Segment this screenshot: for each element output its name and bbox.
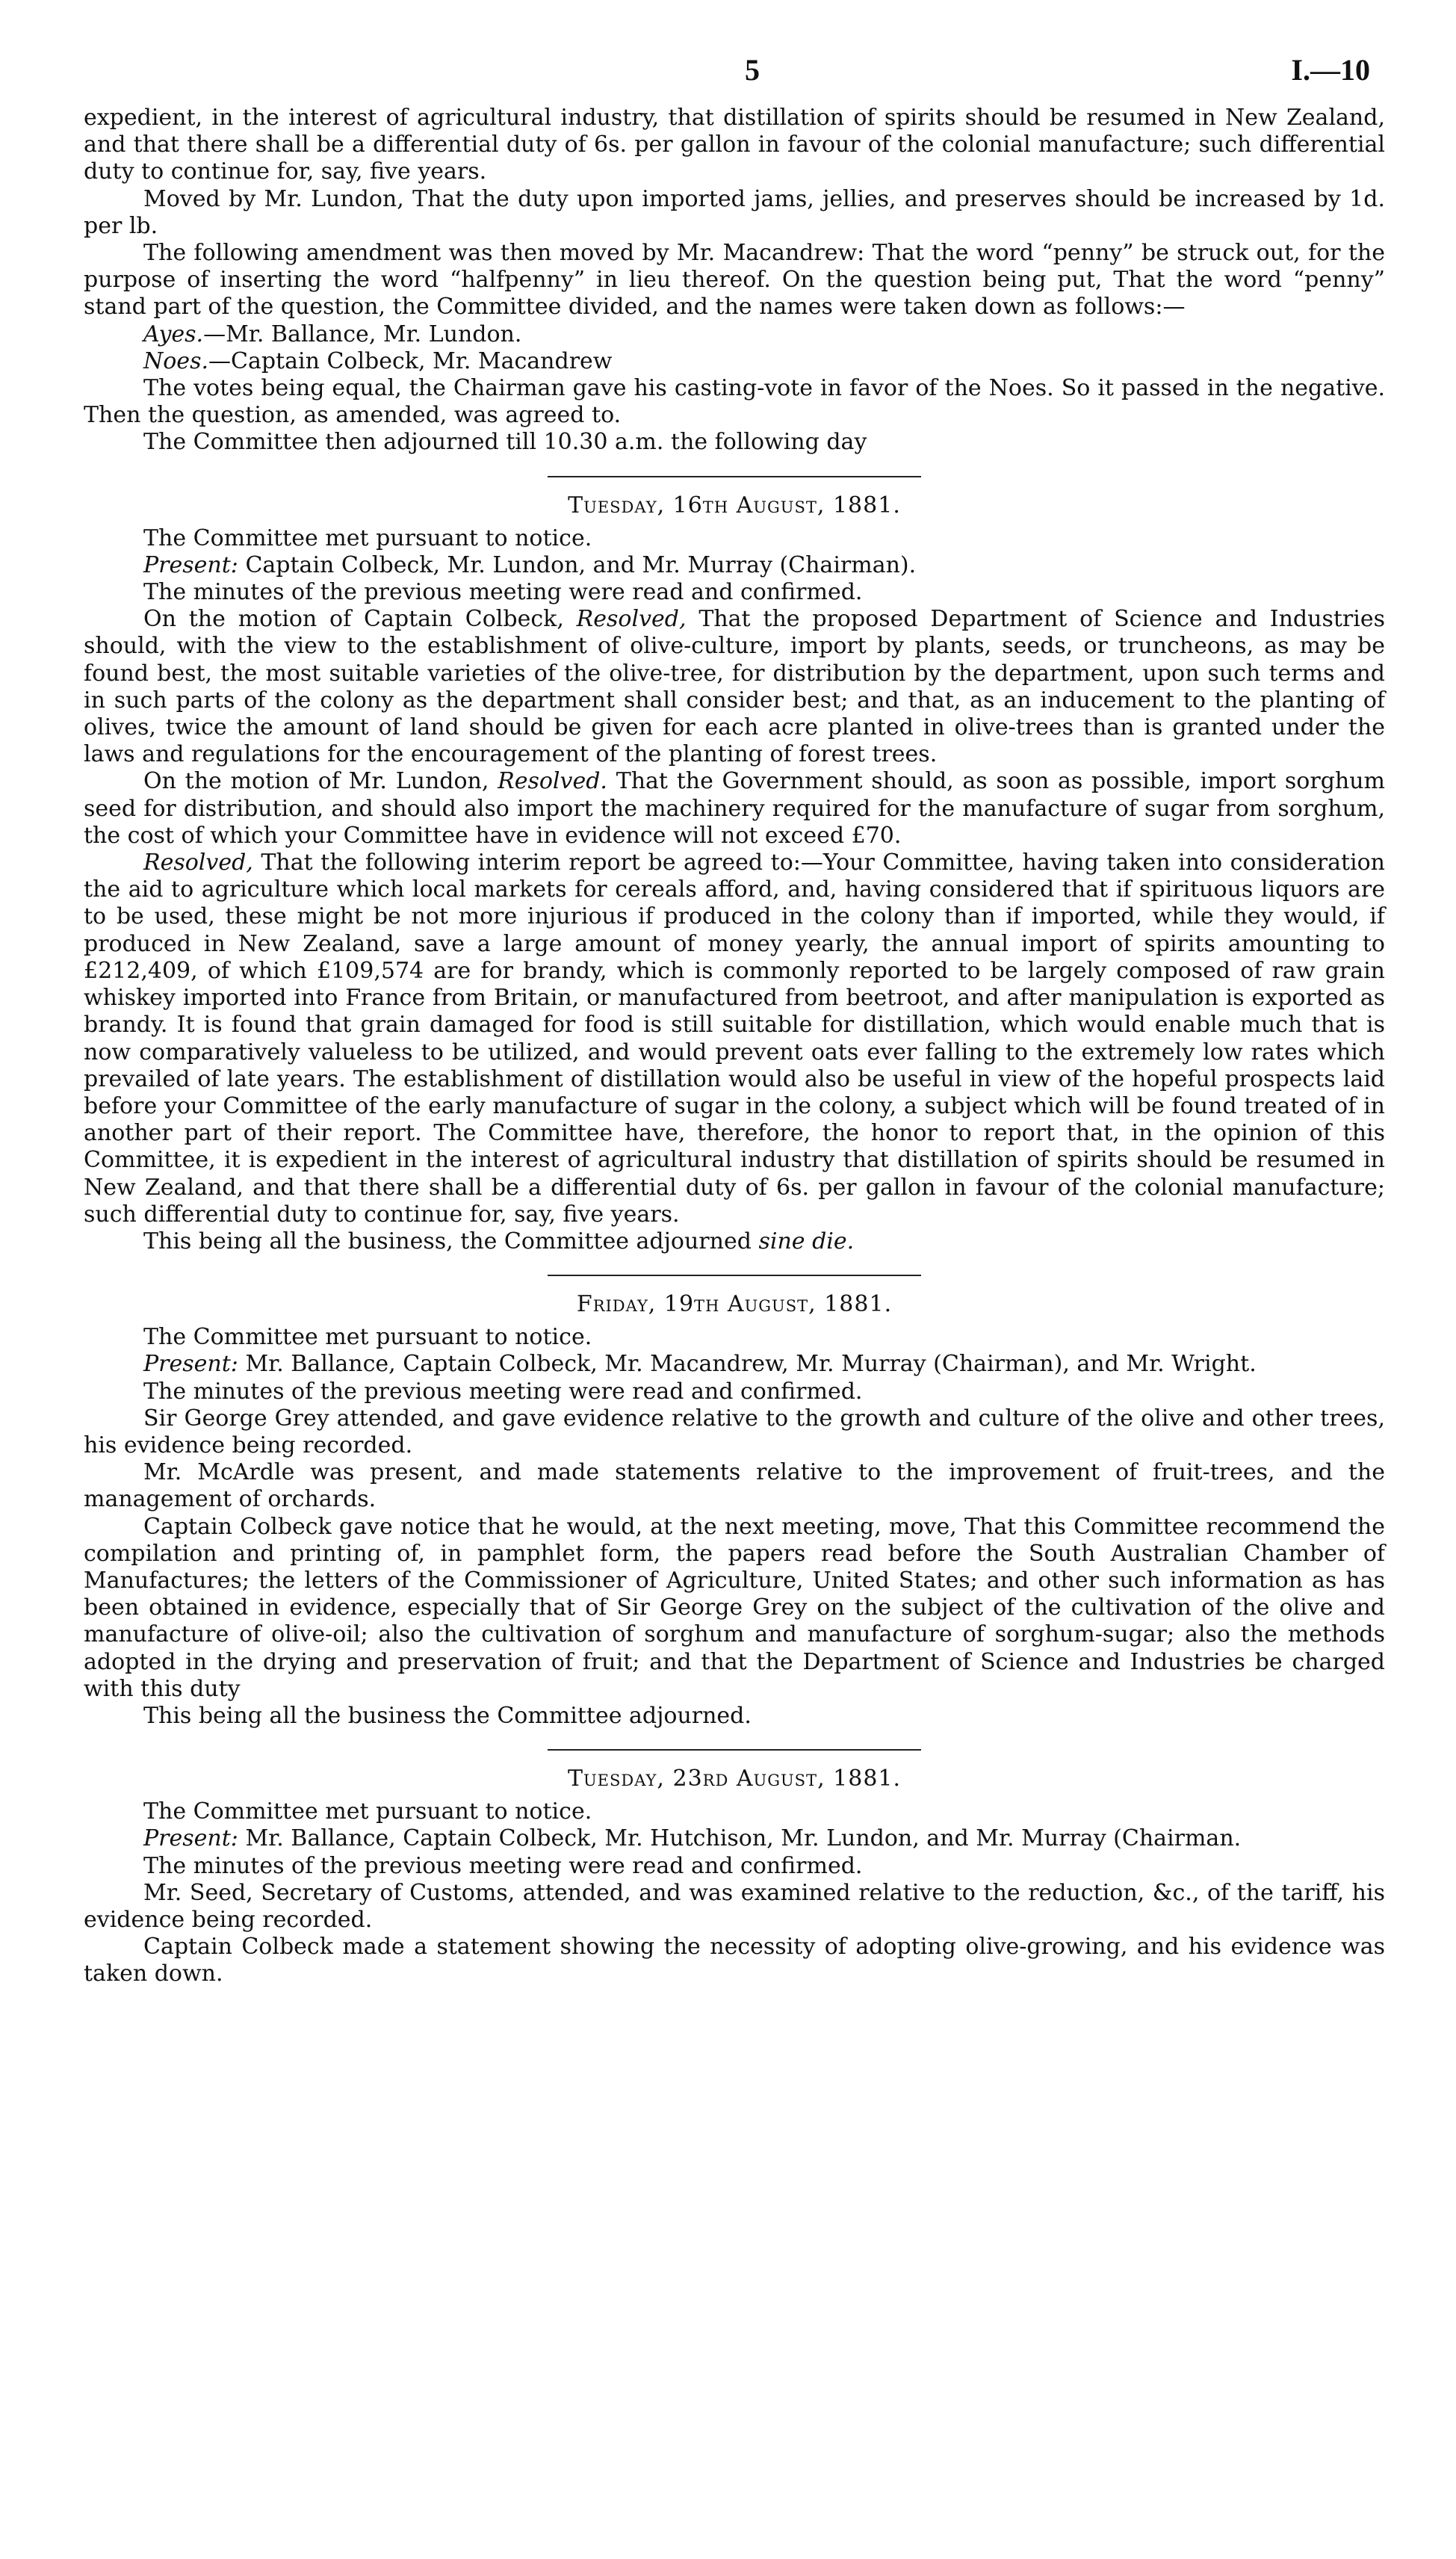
resolved-label: Resolved, xyxy=(576,606,687,633)
present-names: Mr. Ballance, Captain Colbeck, Mr. Macandrew, Mr. Murray (Chairman), and Mr. Wright. xyxy=(238,1351,1257,1378)
section-heading: Friday, 19th August, 1881. xyxy=(576,1291,893,1318)
resolved-label: Resolved. xyxy=(498,768,607,795)
present-label: Present: xyxy=(143,1825,238,1852)
present-names: Captain Colbeck, Mr. Lundon, and Mr. Murray (Chairman). xyxy=(238,551,917,578)
paragraph: Mr. Seed, Secretary of Customs, attended, and was examined relative to the reduction, &c., of the tariff, his evidence being recorded. xyxy=(84,1879,1385,1933)
paragraph: The Committee met pursuant to notice. xyxy=(143,525,592,551)
resolved-label: Resolved, xyxy=(143,850,253,876)
closing-italic: sine die. xyxy=(758,1228,855,1254)
section-divider xyxy=(548,476,921,477)
motion-paragraph xyxy=(84,768,1385,850)
document-reference: I.—10 xyxy=(1291,53,1370,87)
present-line xyxy=(84,552,1385,579)
paragraph: The minutes of the previous meeting were read and confirmed. xyxy=(143,579,863,606)
paragraph: The minutes of the previous meeting were read and confirmed. xyxy=(143,1378,863,1405)
present-line xyxy=(84,1825,1385,1852)
paragraph: expedient, in the interest of agricultural industry, that distillation of spirits should be resumed in New Zealand, and that there shall be a differential duty of 6s. per gallon in favour of the colonial manufacture; such differential duty to continue for, say, five years. xyxy=(84,105,1385,185)
ayes-line xyxy=(84,321,1385,348)
present-label: Present: xyxy=(143,1351,238,1378)
page-number: 5 xyxy=(745,53,760,87)
closing-line xyxy=(84,1228,1385,1255)
paragraph: Captain Colbeck made a statement showing the necessity of adopting olive-growing, and his evidence was taken down. xyxy=(84,1934,1385,1987)
page-header xyxy=(84,52,1385,105)
motion-text: That the Government should, as soon as possible, import sorghum seed for distribution, and should also import the machinery required for the manufacture of sugar from sorghum, the cost of which your Committee have in evidence will not exceed £70. xyxy=(84,768,1385,849)
motion-paragraph xyxy=(84,606,1385,768)
paragraph: The Committee then adjourned till 10.30 a.m. the following day xyxy=(143,429,867,456)
report-text: That the following interim report be agreed to:—Your Committee, having taken into consideration the aid to agriculture which local markets for cereals afford, and, having considered that if spirituous liquors are to be used, these might be not more injurious if produced in the colony than if imported, while they would, if produced in New Zealand, save a large amount of money yearly, the annual import of spirits amounting to £212,409, of which £109,574 are for brandy, which is commonly reported to be largely composed of raw grain whiskey imported into France from Britain, or manufactured from beetroot, and after manipulation is exported as brandy. It is found that grain damaged for food is still suitable for distillation, which would enable much that is now comparatively valueless to be utilized, and would prevent oats ever falling to the extremely low rates which prevailed of late years. The establishment of distillation would also be useful in view of the hopeful prospects laid before your Committee of the early manufacture of sugar in the colony, a subject which will be found treated of in another part of their report. The Committee have, therefore, the honor to report that, in the opinion of this Committee, it is expedient in the interest of agricultural industry that distillation of spirits should be resumed in New Zealand, and that there shall be a differential duty of 6s. per gallon in favour of the colonial manufacture; such differential duty to continue for, say, five years. xyxy=(84,850,1385,1228)
section-divider xyxy=(548,1749,921,1751)
present-line xyxy=(84,1351,1385,1378)
section-heading: Tuesday, 23rd August, 1881. xyxy=(567,1766,902,1792)
document-page xyxy=(84,52,1385,1988)
present-names: Mr. Ballance, Captain Colbeck, Mr. Hutchison, Mr. Lundon, and Mr. Murray (Chairman. xyxy=(238,1825,1242,1852)
paragraph: The votes being equal, the Chairman gave his casting-vote in favor of the Noes. So it passed in the negative. Then the question, as amended, was agreed to. xyxy=(84,375,1385,429)
motion-intro: On the motion of Mr. Lundon, xyxy=(143,768,498,795)
noes-line xyxy=(84,348,1385,375)
paragraph: Mr. McArdle was present, and made statements relative to the improvement of fruit-trees, and the management of orchards. xyxy=(84,1459,1385,1513)
paragraph: The following amendment was then moved by Mr. Macandrew: That the word “penny” be struck out, for the purpose of inserting the word “halfpenny” in lieu thereof. On the question being put, That the word “penny” stand part of the question, the Committee divided, and the names were taken down as follows:— xyxy=(84,240,1385,321)
paragraph: This being all the business the Committee adjourned. xyxy=(143,1702,752,1729)
ayes-names: —Mr. Ballance, Mr. Lundon. xyxy=(203,321,522,347)
noes-names: —Captain Colbeck, Mr. Macandrew xyxy=(208,347,613,374)
paragraph: Sir George Grey attended, and gave evidence relative to the growth and culture of the olive and other trees, his evidence being recorded. xyxy=(84,1405,1385,1458)
paragraph: The Committee met pursuant to notice. xyxy=(143,1798,592,1825)
paragraph: The Committee met pursuant to notice. xyxy=(143,1324,592,1351)
present-label: Present: xyxy=(143,551,238,578)
paragraph: Captain Colbeck gave notice that he would, at the next meeting, move, That this Committee recommend the compilation and printing of, in pamphlet form, the papers read before the South Australian Chamber of Manufactures; the letters of the Commissioner of Agriculture, United States; and other such information as has been obtained in evidence, especially that of Sir George Grey on the subject of the cultivation of the olive and manufacture of olive-oil; also the cultivation of sorghum and manufacture of sorghum-sugar; also the methods adopted in the drying and preservation of fruit; and that the Department of Science and Industries be charged with this duty xyxy=(84,1513,1385,1702)
motion-intro: On the motion of Captain Colbeck, xyxy=(143,606,577,633)
noes-label: Noes. xyxy=(143,347,208,374)
paragraph: The minutes of the previous meeting were read and confirmed. xyxy=(143,1852,863,1879)
paragraph: Moved by Mr. Lundon, That the duty upon imported jams, jellies, and preserves should be increased by 1d. per lb. xyxy=(84,185,1385,239)
report-paragraph xyxy=(84,850,1385,1228)
section-heading: Tuesday, 16th August, 1881. xyxy=(568,492,901,519)
section-divider xyxy=(548,1275,921,1276)
ayes-label: Ayes. xyxy=(143,321,204,347)
motion-text: That the proposed Department of Science and Industries should, with the view to the establishment of olive-culture, import by plants, seeds, or truncheons, as may be found best, the most suitable varieties of the olive-tree, for distribution by the department, upon such terms and in such parts of the colony as the department shall consider best; and that, as an inducement to the planting of olives, twice the amount of land should be given for each acre planted in olive-trees than is granted under the laws and regulations for the encouragement of the planting of forest trees. xyxy=(84,606,1385,768)
closing-text: This being all the business, the Committee adjourned xyxy=(143,1228,759,1254)
